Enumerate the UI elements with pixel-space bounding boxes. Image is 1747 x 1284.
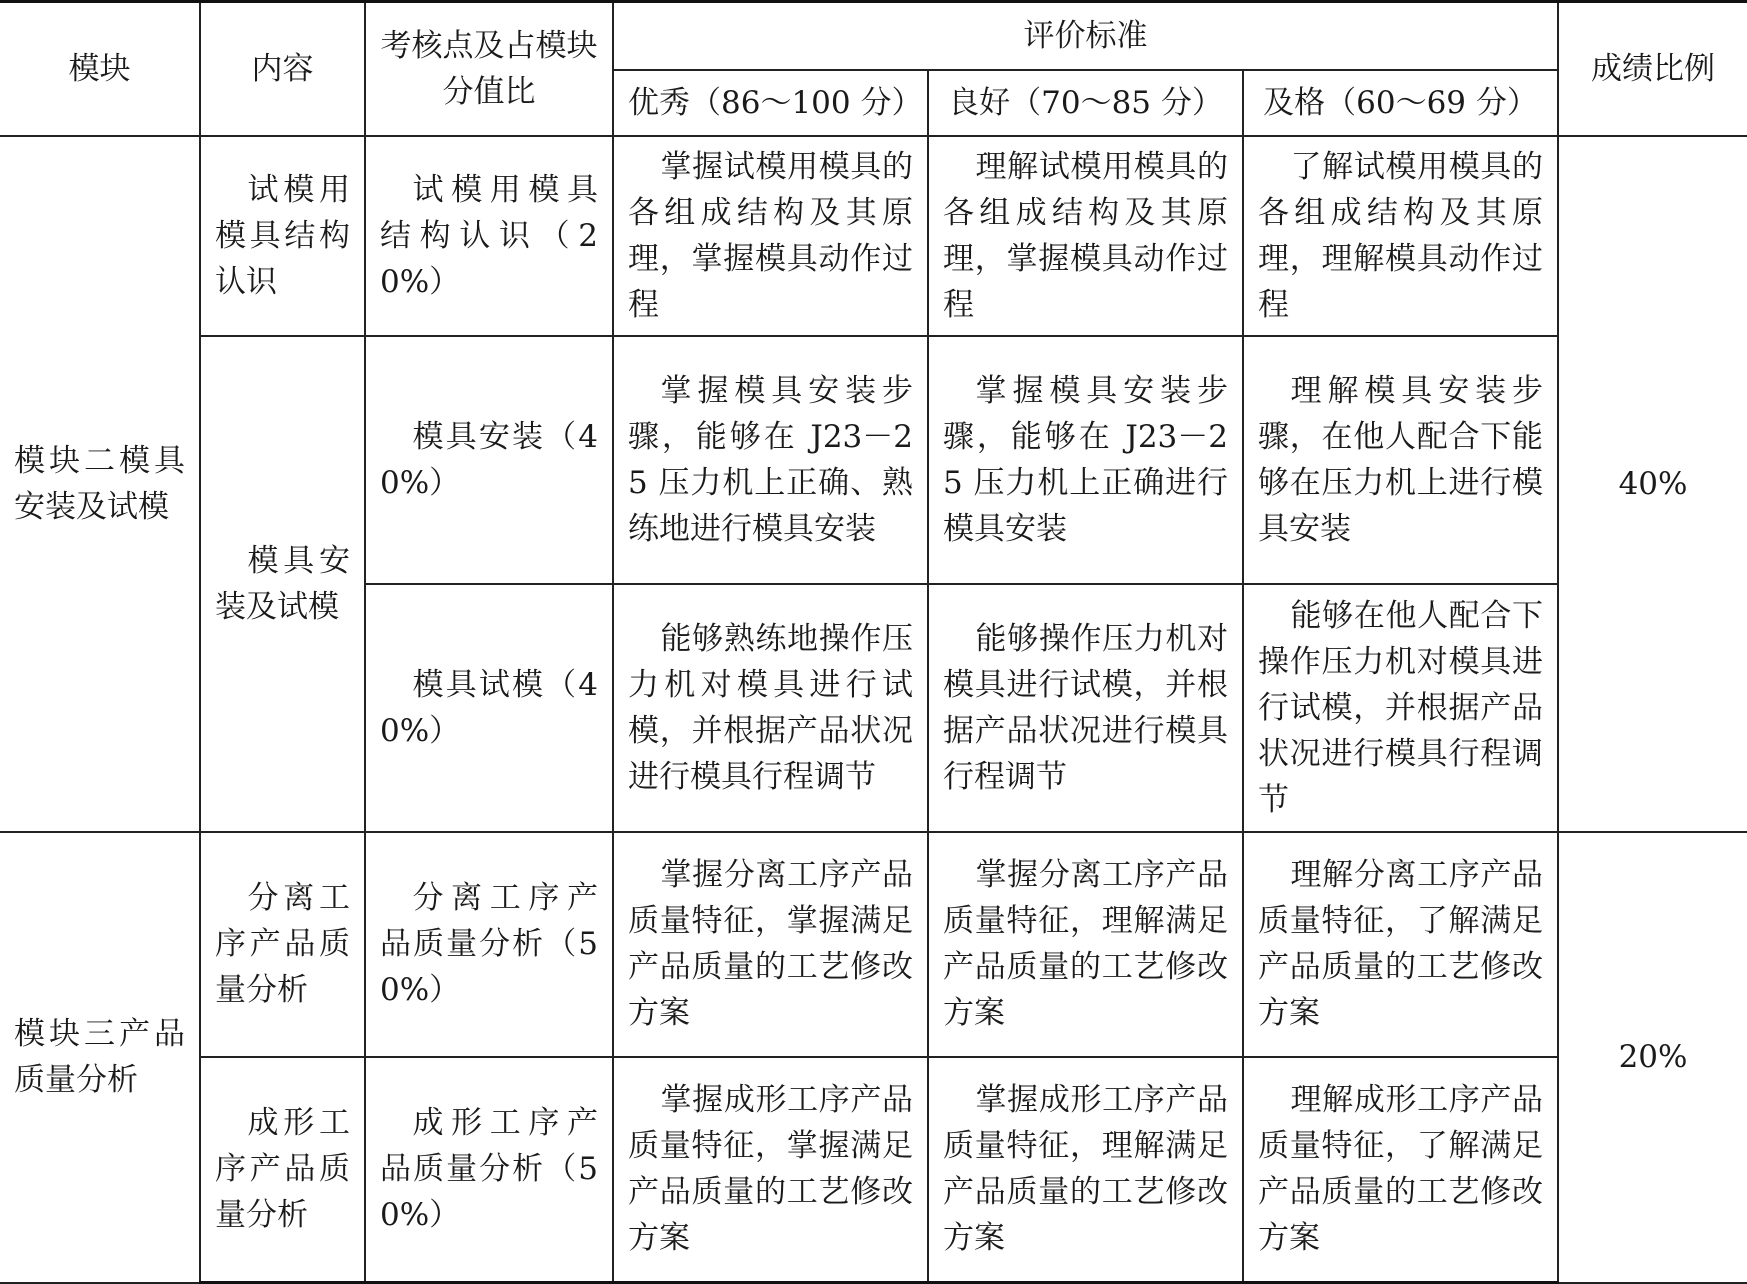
content-cell: 模具安装及试模 [200,336,365,832]
criteria-good-cell: 掌握分离工序产品质量特征，理解满足产品质量的工艺修改方案 [928,832,1243,1057]
criteria-pass-cell: 理解分离工序产品质量特征，了解满足产品质量的工艺修改方案 [1243,832,1558,1057]
assessment-cell: 模具安装（40%） [365,336,613,584]
header-module: 模块 [0,2,200,136]
assessment-cell: 模具试模（40%） [365,584,613,832]
assessment-cell: 成形工序产品质量分析（50%） [365,1057,613,1283]
table-row [0,336,1747,584]
header-pass: 及格（60～69 分） [1243,70,1558,136]
table-row [0,136,1747,336]
header-row-1 [0,2,1747,70]
assessment-cell: 试模用模具结构认识（20%） [365,136,613,336]
table-row [0,1057,1747,1283]
header-good: 良好（70～85 分） [928,70,1243,136]
table-row [0,832,1747,1057]
criteria-good-cell: 掌握成形工序产品质量特征，理解满足产品质量的工艺修改方案 [928,1057,1243,1283]
header-assessment: 考核点及占模块分值比 [365,2,613,136]
content-cell: 分离工序产品质量分析 [200,832,365,1057]
module-name: 模块三产品质量分析 [0,832,200,1283]
header-ratio: 成绩比例 [1558,2,1747,136]
criteria-pass-cell: 理解成形工序产品质量特征，了解满足产品质量的工艺修改方案 [1243,1057,1558,1283]
header-excellent: 优秀（86～100 分） [613,70,928,136]
header-criteria: 评价标准 [613,2,1558,70]
criteria-excellent-cell: 能够熟练地操作压力机对模具进行试模，并根据产品状况进行模具行程调节 [613,584,928,832]
criteria-pass-cell: 了解试模用模具的各组成结构及其原理，理解模具动作过程 [1243,136,1558,336]
assessment-cell: 分离工序产品质量分析（50%） [365,832,613,1057]
module-name: 模块二模具安装及试模 [0,136,200,832]
criteria-good-cell: 能够操作压力机对模具进行试模，并根据产品状况进行模具行程调节 [928,584,1243,832]
content-cell: 成形工序产品质量分析 [200,1057,365,1283]
module-ratio: 20% [1558,832,1747,1283]
criteria-pass-cell: 能够在他人配合下操作压力机对模具进行试模，并根据产品状况进行模具行程调节 [1243,584,1558,832]
criteria-good-cell: 理解试模用模具的各组成结构及其原理，掌握模具动作过程 [928,136,1243,336]
criteria-good-cell: 掌握模具安装步骤，能够在 J23－25 压力机上正确进行模具安装 [928,336,1243,584]
criteria-pass-cell: 理解模具安装步骤，在他人配合下能够在压力机上进行模具安装 [1243,336,1558,584]
criteria-excellent-cell: 掌握模具安装步骤，能够在 J23－25 压力机上正确、熟练地进行模具安装 [613,336,928,584]
header-content: 内容 [200,2,365,136]
criteria-excellent-cell: 掌握成形工序产品质量特征，掌握满足产品质量的工艺修改方案 [613,1057,928,1283]
criteria-excellent-cell: 掌握分离工序产品质量特征，掌握满足产品质量的工艺修改方案 [613,832,928,1057]
content-cell: 试模用模具结构认识 [200,136,365,336]
module-ratio: 40% [1558,136,1747,832]
criteria-excellent-cell: 掌握试模用模具的各组成结构及其原理，掌握模具动作过程 [613,136,928,336]
